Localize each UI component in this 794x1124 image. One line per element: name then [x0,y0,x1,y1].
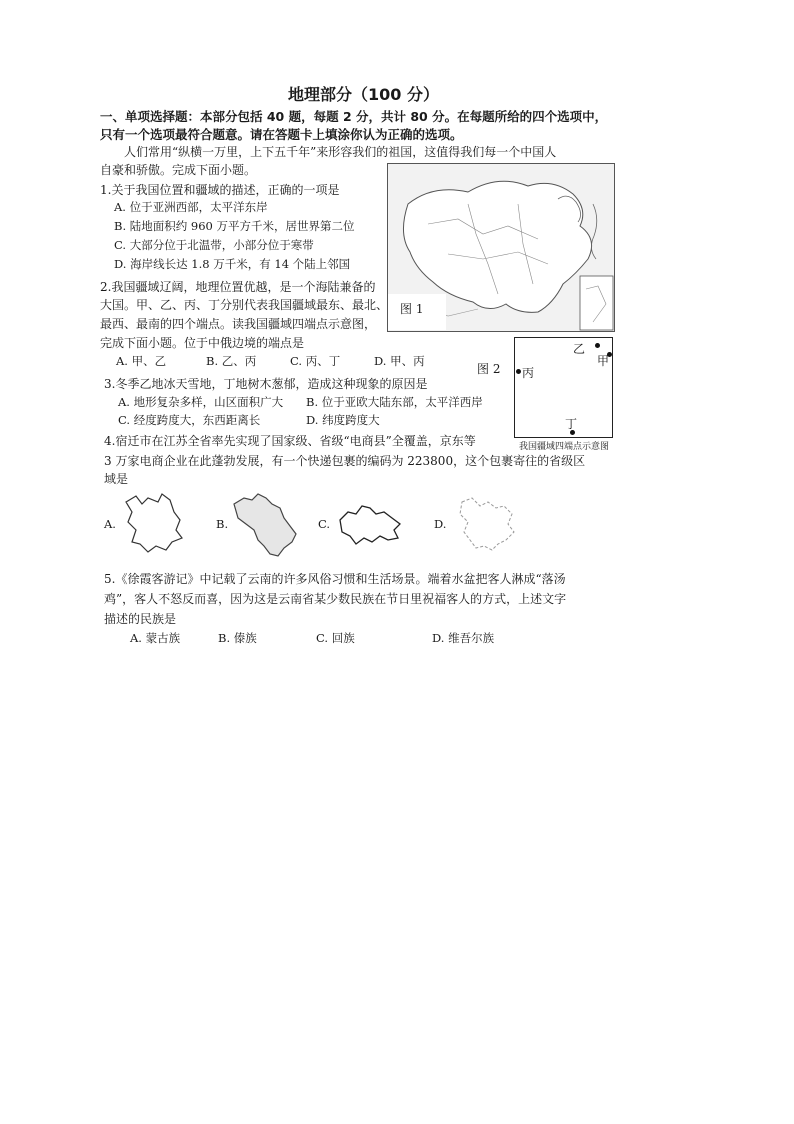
q4-option-c: C. [318,517,331,531]
q4-option-a-province-shape [118,490,190,558]
q3-stem: 3.冬季乙地冰天雪地，丁地树木葱郁，造成这种现象的原因是 [104,377,428,391]
figure-2-label: 图 2 [477,362,501,376]
point-yi: 乙 [573,342,586,356]
q4-option-d: D. [434,517,447,531]
q5-option-a: A. 蒙古族 [130,631,181,645]
point-ding: 丁 [565,417,578,431]
figure-1-china-map [387,163,615,332]
intro-line-1: 人们常用“纵横一万里，上下五千年”来形容我们的祖国，这值得我们每一个中国人 [124,145,557,159]
q5-option-c: C. 回族 [316,631,355,645]
figure-2-caption: 我国疆域四端点示意图 [519,442,610,452]
figure-1-label: 图 1 [400,302,424,316]
q2-option-b: B. 乙、丙 [206,354,257,368]
q1-option-a: A. 位于亚洲西部，太平洋东岸 [114,200,268,214]
point-jia: 甲 [597,354,610,368]
q3-option-a: A. 地形复杂多样，山区面积广大 [118,395,284,409]
q2-option-a: A. 甲、乙 [116,354,167,368]
q4-line-3: 域是 [104,472,129,486]
point-bing-dot [516,369,521,374]
q4-line-1: 4.宿迁市在江苏全省率先实现了国家级、省级“电商县”全覆盖，京东等 [104,434,476,448]
q2-line-2: 大国。甲、乙、丙、丁分别代表我国疆域最东、最北、 [100,298,389,312]
q5-line-3: 描述的民族是 [104,612,177,626]
q2-option-d: D. 甲、丙 [374,354,425,368]
q1-option-c: C. 大部分位于北温带，小部分位于寒带 [114,238,314,252]
page-title: 地理部分（100 分） [288,85,439,104]
q2-option-c: C. 丙、丁 [290,354,341,368]
q4-line-2: 3 万家电商企业在此蓬勃发展，有一个快递包裹的编码为 223800，这个包裹寄往的省级区 [104,454,586,468]
q5-option-d: D. 维吾尔族 [432,631,495,645]
q5-line-1: 5.《徐霞客游记》中记载了云南的许多风俗习惯和生活场景。端着水盆把客人淋成“落汤 [104,572,566,586]
instructions-line-1: 一、单项选择题：本部分包括 40 题，每题 2 分，共计 80 分。在每题所给的四个选项中， [100,109,608,124]
q3-option-d: D. 纬度跨度大 [306,413,380,427]
q2-line-4: 完成下面小题。位于中俄边境的端点是 [100,336,305,350]
q1-option-b: B. 陆地面积约 960 万平方千米，居世界第二位 [114,219,355,233]
q1-stem: 1.关于我国位置和疆域的描述，正确的一项是 [100,183,340,197]
intro-line-2: 自豪和骄傲。完成下面小题。 [100,163,257,177]
point-yi-dot [595,343,600,348]
q4-option-b-province-shape [228,490,303,562]
q5-line-2: 鸡”，客人不怒反而喜，因为这是云南省某少数民族在节日里祝福客人的方式，上述文字 [104,592,567,606]
q4-option-b: B. [216,517,229,531]
q4-option-c-province-shape [334,498,406,553]
q2-line-3: 最西、最南的四个端点。读我国疆域四端点示意图， [100,317,377,331]
figure-2-extreme-points [514,337,613,438]
instructions-line-2: 只有一个选项最符合题意。请在答题卡上填涂你认为正确的选项。 [100,127,463,142]
q2-line-1: 2.我国疆域辽阔，地理位置优越，是一个海陆兼备的 [100,280,376,294]
q4-option-d-province-shape [452,492,524,556]
point-bing: 丙 [522,366,535,380]
q5-option-b: B. 傣族 [218,631,257,645]
q1-option-d: D. 海岸线长达 1.8 万千米，有 14 个陆上邻国 [114,257,351,271]
q3-option-b: B. 位于亚欧大陆东部，太平洋西岸 [306,395,483,409]
q4-option-a: A. [104,517,116,531]
q3-option-c: C. 经度跨度大，东西距离长 [118,413,261,427]
